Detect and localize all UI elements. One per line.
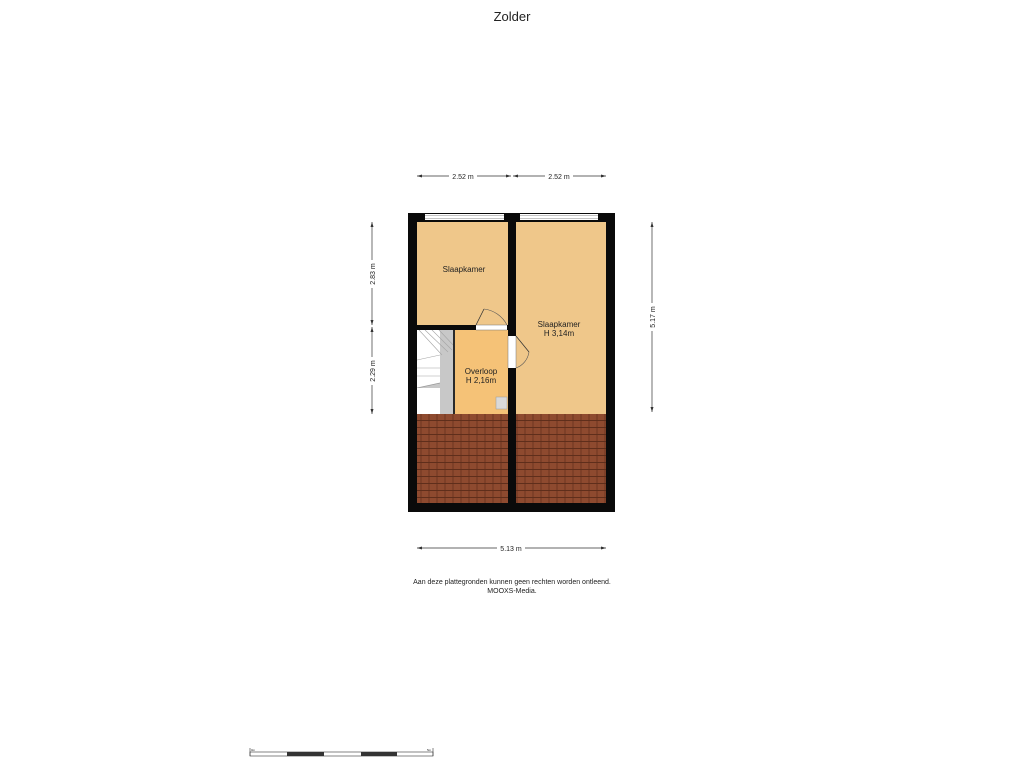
dimension-label: 2.83 m — [370, 263, 377, 285]
roof-tiles-left — [417, 414, 508, 503]
fixture-box — [496, 397, 507, 409]
room-label-slaapkamer-large: Slaapkamer — [537, 320, 581, 329]
room-slaapkamer-large — [516, 222, 606, 414]
roof-tiles-right — [516, 414, 606, 503]
disclaimer-line-1: Aan deze plattegronden kunnen geen rechten worden ontleend. — [413, 579, 611, 586]
dimension-right — [647, 222, 657, 412]
room-height-overloop: H 2,16m — [465, 376, 497, 385]
page-title: Zolder — [493, 9, 531, 24]
dimension-left-upper — [367, 222, 377, 325]
room-label-slaapkamer-small: Slaapkamer — [442, 265, 486, 274]
dimension-label: 2.52 m — [548, 174, 570, 181]
dimension-top-left — [417, 171, 511, 181]
dimension-bottom — [417, 543, 606, 553]
dimension-label: 2.29 m — [370, 360, 377, 382]
dimension-label: 2.52 m — [452, 174, 474, 181]
room-height-slaapkamer-large: H 3,14m — [543, 329, 575, 338]
dimension-label: 5.13 m — [500, 546, 522, 553]
room-label-overloop: Overloop — [464, 367, 498, 376]
scale-bar — [250, 748, 433, 756]
scale-label-start: 0m — [251, 748, 256, 752]
stair-wall — [453, 330, 455, 414]
window-left — [425, 214, 504, 220]
dimension-top-right — [513, 171, 606, 181]
window-right — [520, 214, 598, 220]
dimension-left-lower — [367, 327, 377, 414]
dimension-label: 5.17 m — [650, 306, 657, 328]
disclaimer-line-2: MOOXS-Media. — [487, 588, 537, 595]
scale-label-end: 5m — [427, 748, 432, 752]
disclaimer — [312, 578, 712, 596]
